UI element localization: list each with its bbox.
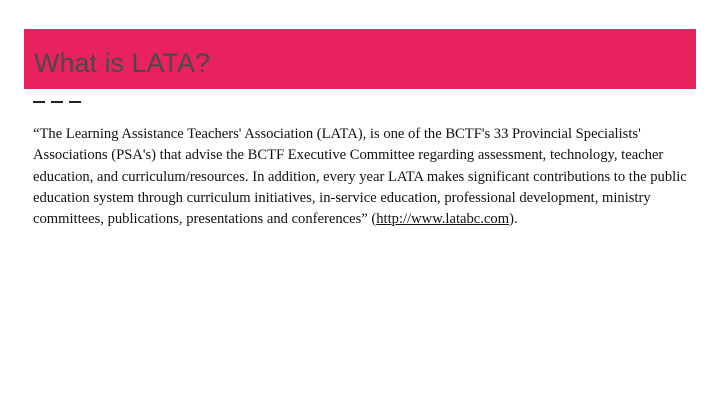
body-text-end: ). xyxy=(509,211,518,228)
body-paragraph xyxy=(33,124,693,230)
slide-title: What is LATA? xyxy=(34,48,211,78)
divider-dash xyxy=(33,101,45,103)
divider-dash xyxy=(51,101,63,103)
body-text-main: “The Learning Assistance Teachers' Association (LATA), is one of the BCTF's 33 Provincial Specialists' Associations (PSA's) that advise the BCTF Executive Committee regarding assessment, technology, teacher education, and curriculum/resources. In addition, every year LATA makes significant contributions to the public education system through curriculum initiatives, in-service education, professional development, ministry committees, publications, presentations and conferences” ( xyxy=(33,126,687,228)
lata-website-link[interactable]: http://www.latabc.com xyxy=(376,211,510,228)
title-divider xyxy=(33,101,81,103)
divider-dash xyxy=(69,101,81,103)
